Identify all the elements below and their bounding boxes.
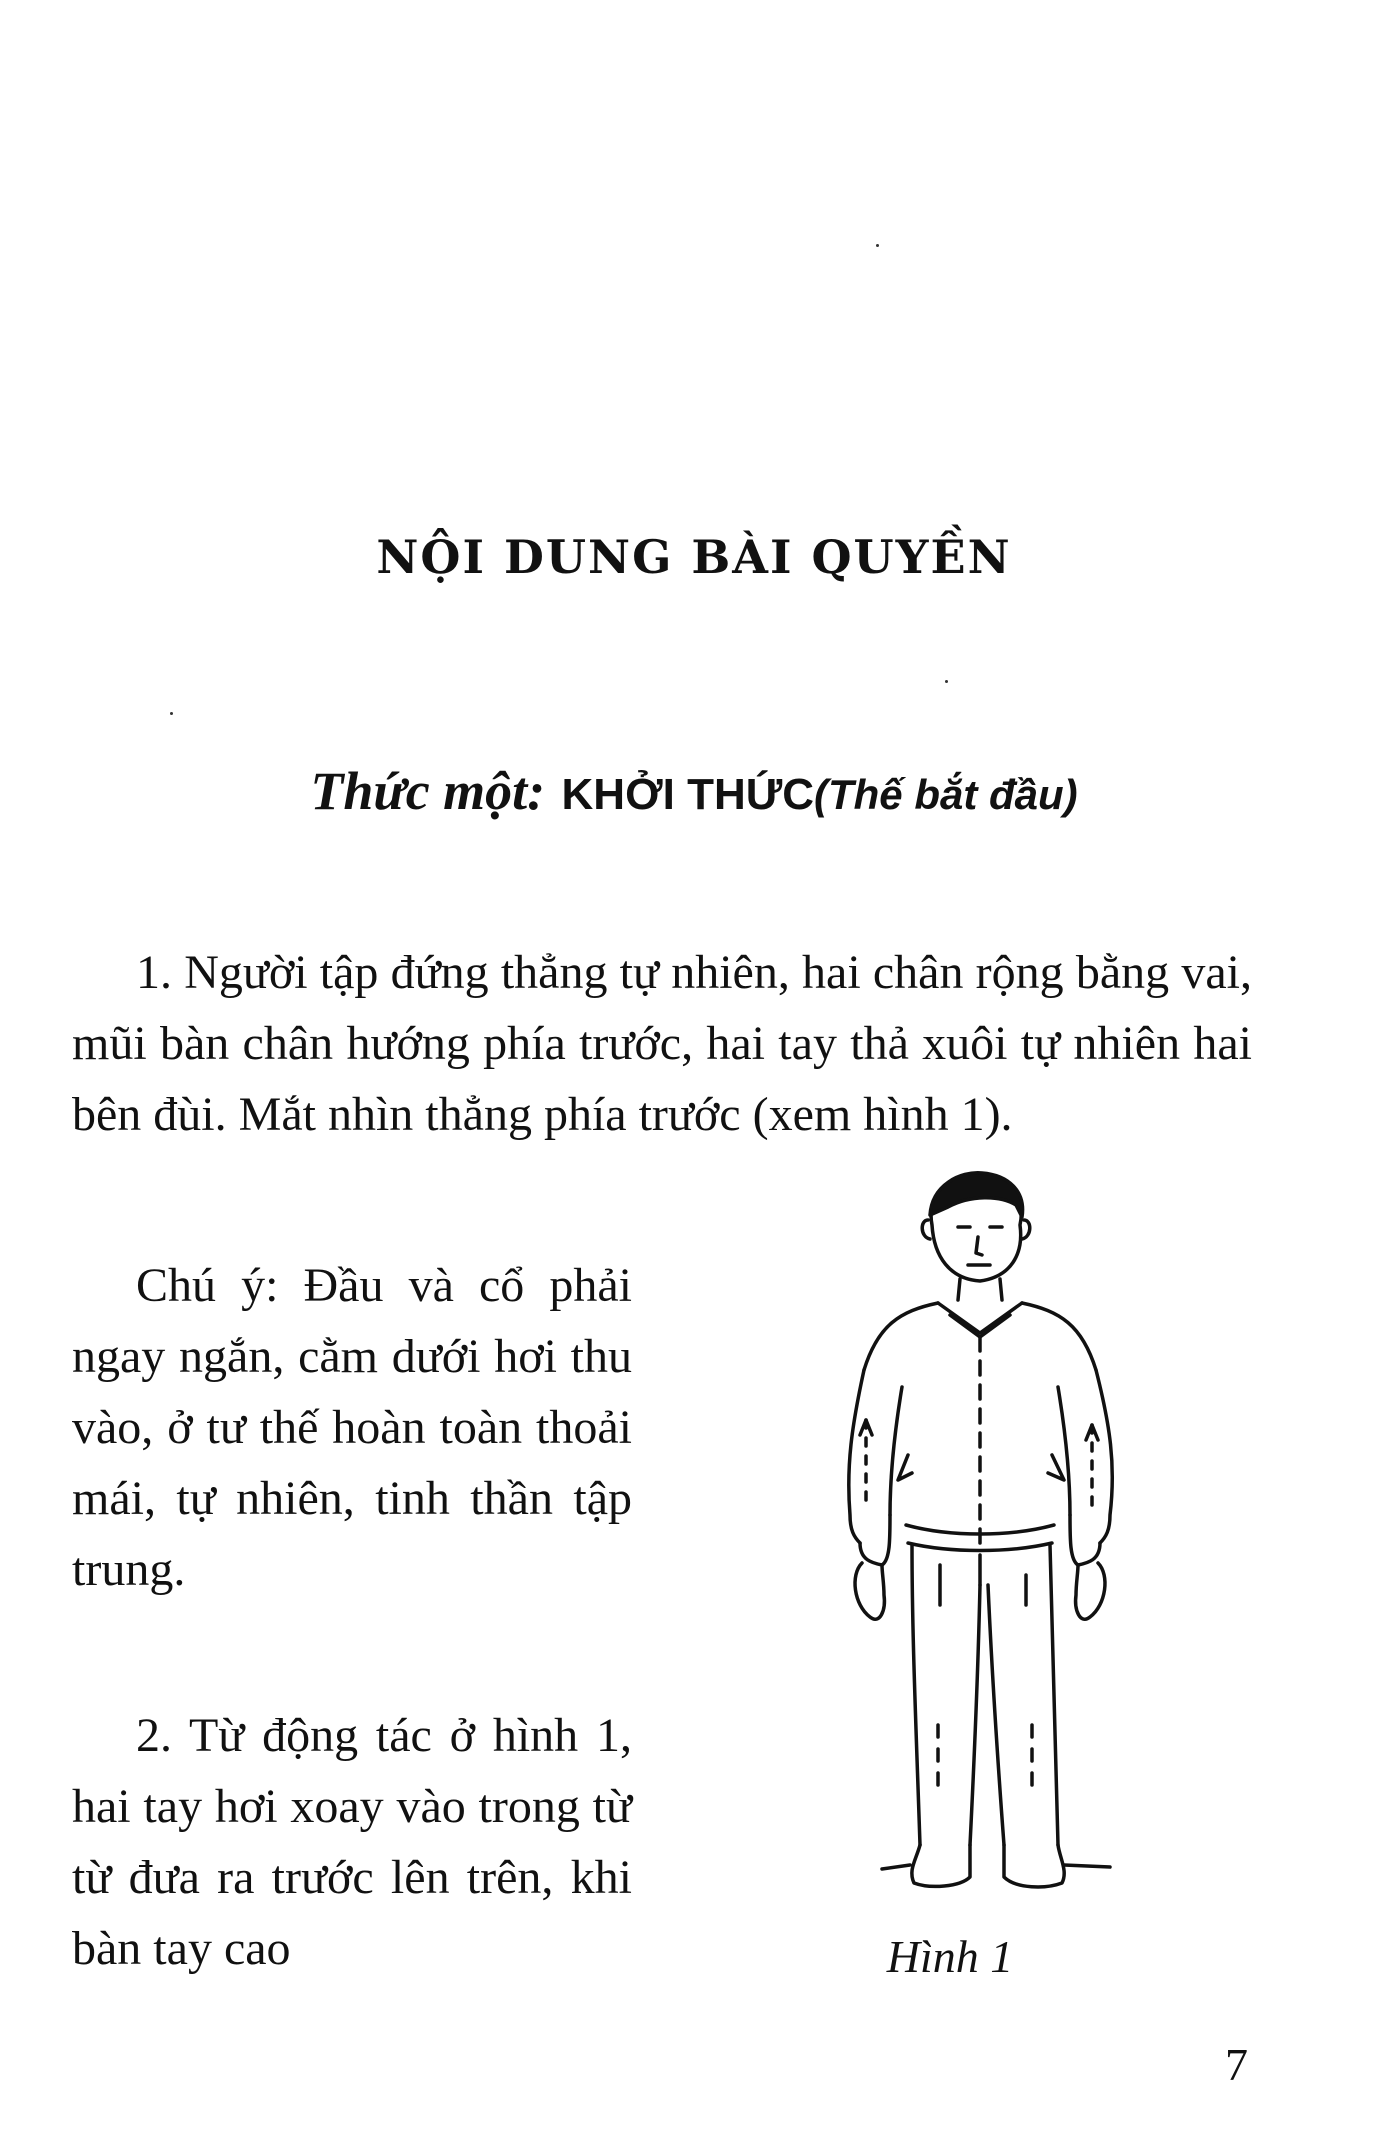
section-subtitle: (Thế bắt đầu) — [814, 771, 1078, 818]
paragraph-note: Chú ý: Đầu và cổ phải ngay ngắn, cằm dưới hơi thu vào, ở tư thế hoàn toàn thoải mái, tự nhiên, tinh thần tập trung. — [72, 1259, 632, 1596]
section-label: Thức một: — [310, 761, 546, 821]
print-speck — [945, 680, 948, 683]
standing-man-illustration — [820, 1165, 1150, 1905]
page-title: NỘI DUNG BÀI QUYỀN — [376, 530, 1012, 584]
paragraph-1: 1. Người tập đứng thẳng tự nhiên, hai chân rộng bằng vai, mũi bàn chân hướng phía trước, hai tay thả xuôi tự nhiên hai bên đùi. Mắt nhìn thẳng phía trước (xem hình 1). — [72, 946, 1252, 1141]
print-speck — [170, 712, 173, 715]
page-number: 7 — [1225, 2039, 1248, 2090]
section-heading — [0, 760, 1388, 822]
section-name: KHỞI THỨC — [561, 770, 814, 819]
print-speck — [876, 244, 879, 247]
figure-caption: Hình 1 — [886, 1931, 1014, 1982]
paragraph-2: 2. Từ động tác ở hình 1, hai tay hơi xoay vào trong từ từ đưa ra trước lên trên, khi bàn tay cao — [72, 1709, 632, 1975]
